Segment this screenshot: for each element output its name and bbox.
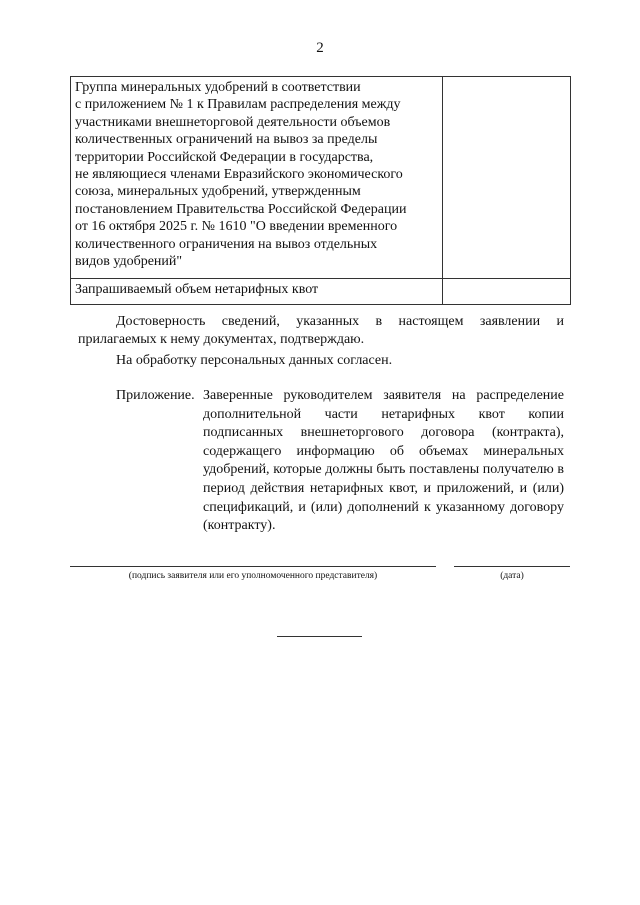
reliability-statement: Достоверность сведений, указанных в настоящем заявлении и прилагаемых к нему документах, подтверждаю.: [78, 314, 564, 347]
fertilizer-group-value-cell[interactable]: [443, 77, 571, 279]
personal-data-consent: На обработку персональных данных согласен.: [116, 353, 393, 368]
requested-quota-label: Запрашиваемый объем нетарифных квот: [71, 279, 443, 305]
appendix-label: Приложение.: [116, 388, 195, 403]
table-row: [71, 279, 571, 305]
date-line: [454, 566, 570, 567]
page-number: 2: [316, 40, 324, 56]
appendix-text: Заверенные руководителем заявителя на распределение дополнительной части нетарифных квот копии подписанных внешнеторгового договора (контракта), содержащего информацию об объемах минеральных удобрений, которые должны быть поставлены получателю в период действия нетарифных квот, и приложений, и (или) спецификаций, и (или) дополнений к указанному договору (контракту).: [203, 388, 564, 534]
signature-caption: (подпись заявителя или его уполномоченного представителя): [128, 571, 378, 581]
date-caption: (дата): [500, 571, 524, 581]
quota-request-table: [70, 76, 571, 305]
table-row: [71, 77, 571, 279]
signature-line: [70, 566, 436, 567]
requested-quota-value-cell[interactable]: [443, 279, 571, 305]
fertilizer-group-label: Группа минеральных удобрений в соответствии с приложением № 1 к Правилам распределения между участниками внешнеторговой деятельности объемов количественных ограничений на вывоз за пределы территории Российской Федерации в государства, не являющиеся членами Евразийского экономического союза, минеральных удобрений, утвержденным постановлением Правительства Российской Федерации от 16 октября 2025 г. № 1610 "О введении временного количественного ограничения на вывоз отдельных видов удобрений": [71, 77, 443, 279]
end-divider: [277, 636, 362, 637]
